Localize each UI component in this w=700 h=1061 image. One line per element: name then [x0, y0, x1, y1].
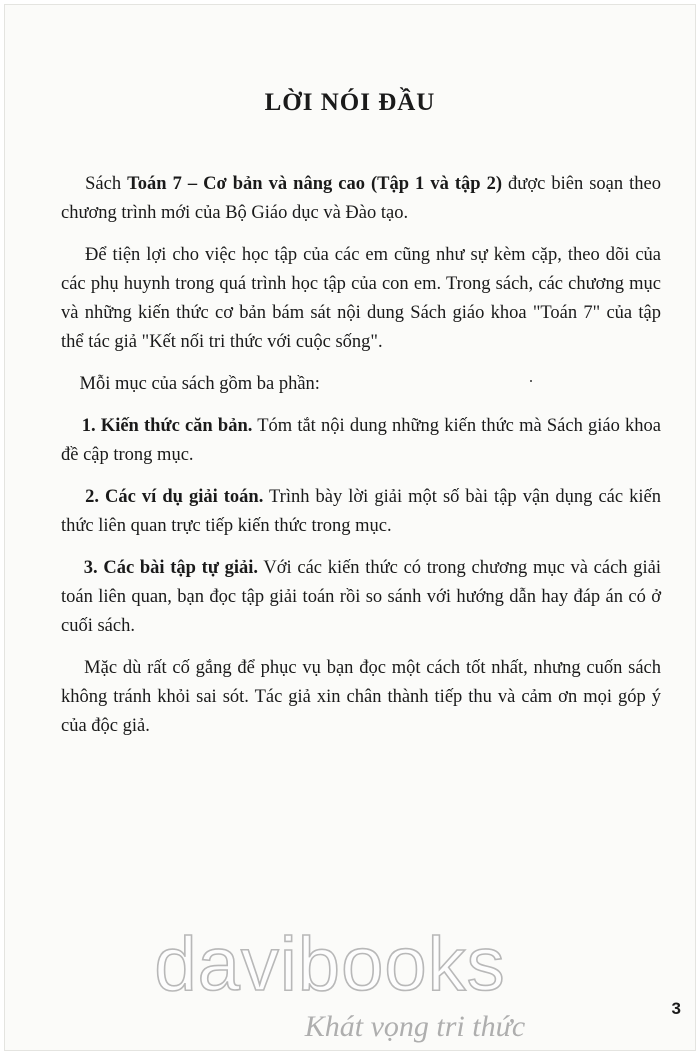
part-3-heading: 3. Các bài tập tự giải.	[83, 558, 259, 578]
part-2-text: Trình bày lời giải một số bài tập vận dụng các kiến thức liên quan trực tiếp kiến thức trong mục.	[61, 487, 661, 536]
paragraph-structure-intro	[61, 370, 661, 399]
page-title: LỜI NÓI ĐẦU	[264, 89, 436, 116]
paragraph-part-2	[61, 483, 661, 541]
watermark	[5, 920, 695, 1044]
part-1-text: Tóm tắt nội dung những kiến thức mà Sách giáo khoa đề cập trong mục.	[61, 416, 662, 465]
paragraph-closing-text: Mặc dù rất cố gắng để phục vụ bạn đọc một cách tốt nhất, nhưng cuốn sách không tránh khỏi sai sót. Tác giả xin chân thành tiếp thu và cảm ơn mọi góp ý của độc giả.	[61, 658, 662, 736]
print-speck	[530, 380, 532, 382]
paragraph-intro	[61, 170, 661, 228]
watermark-slogan: Khát vọng tri thức	[304, 1010, 526, 1043]
page-number: 3	[671, 999, 681, 1018]
paragraph-structure-text: Mỗi mục của sách gồm ba phần:	[79, 374, 320, 394]
part-1-heading: 1. Kiến thức căn bản.	[81, 416, 253, 436]
paragraph-purpose	[61, 241, 661, 357]
paragraph-intro-post: được biên soạn theo chương trình mới của Bộ Giáo dục và Đào tạo.	[61, 174, 662, 223]
paragraph-part-1	[61, 412, 661, 470]
paragraph-closing	[61, 654, 661, 741]
book-title-bold: Toán 7 – Cơ bản và nâng cao (Tập 1 và tập 2)	[127, 174, 503, 194]
watermark-logo: davibooks	[154, 922, 506, 1007]
part-3-text: Với các kiến thức có trong chương mục và cách giải toán liên quan, bạn đọc tập giải toán rồi so sánh với hướng dẫn hay đáp án có ở cuối sách.	[61, 558, 661, 636]
paragraph-part-3	[61, 554, 661, 641]
paragraph-purpose-text: Để tiện lợi cho việc học tập của các em cũng như sự kèm cặp, theo dõi của các phụ huynh trong quá trình học tập của con em. Trong sách, các chương mục và những kiến thức cơ bản bám sát nội dung Sách giáo khoa "Toán 7" của tập thể tác giả "Kết nối tri thức với cuộc sống".	[61, 245, 662, 352]
part-2-heading: 2. Các ví dụ giải toán.	[85, 487, 264, 507]
preface-body	[61, 170, 661, 754]
paragraph-intro-pre: Sách	[85, 174, 128, 194]
book-page	[4, 4, 696, 1051]
